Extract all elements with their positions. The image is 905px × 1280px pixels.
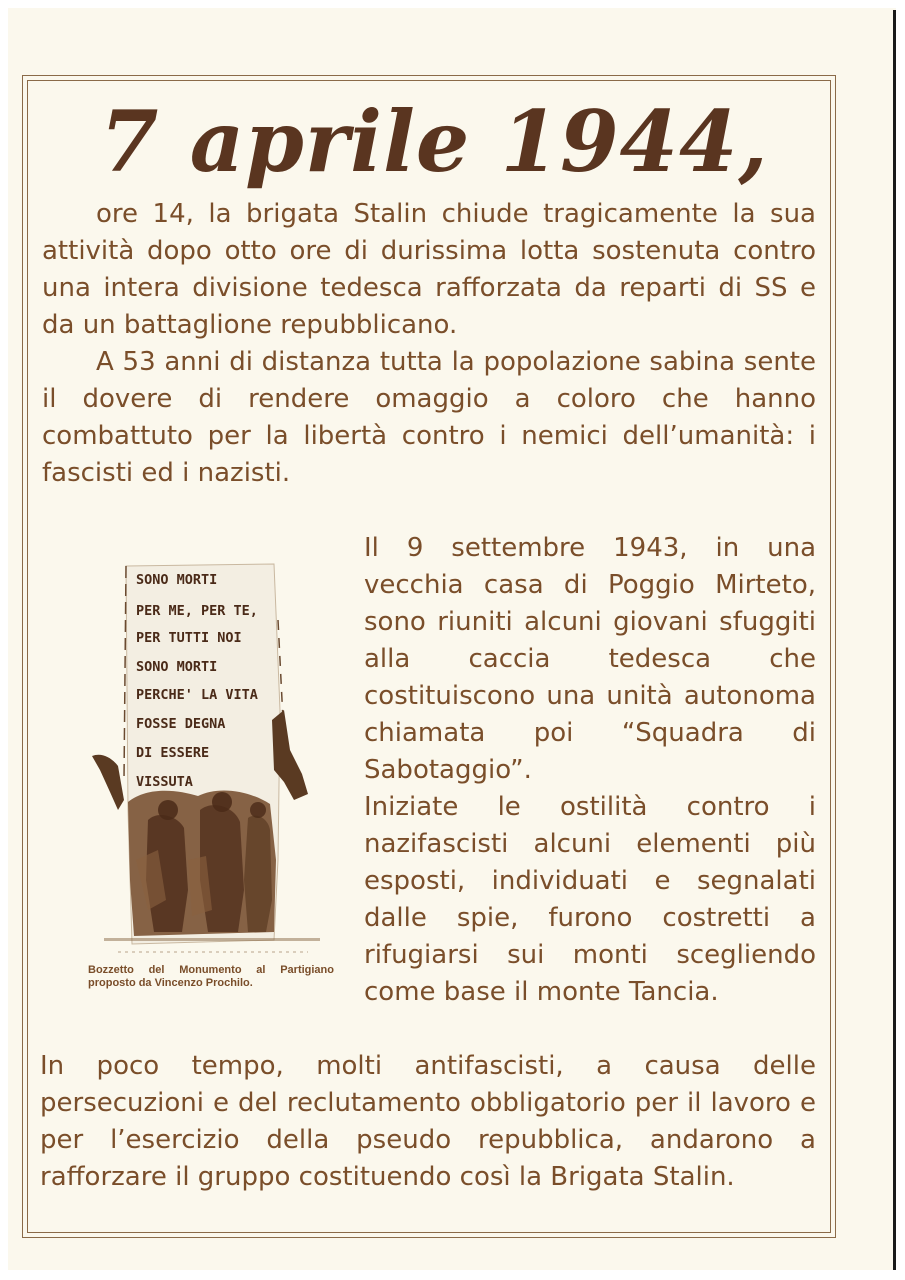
inscription-line-3: PER TUTTI NOI	[136, 630, 242, 646]
monument-sketch	[88, 560, 334, 956]
right-column-text	[364, 530, 816, 1011]
paragraph-1: ore 14, la brigata Stalin chiude tragicamente la sua attività dopo otto ore di durissima lotta sostenuta contro una intera divisione tedesca rafforzata da reparti di SS e da un battaglione repubblicano.	[42, 199, 816, 340]
inscription-line-6: FOSSE DEGNA	[136, 716, 226, 732]
paragraph-5: In poco tempo, molti antifascisti, a causa delle persecuzioni e del reclutamento obbligatorio per il lavoro e per l’esercizio della pseudo repubblica, andarono a rafforzare il gruppo costituendo così la Brigata Stalin.	[40, 1051, 816, 1192]
inscription-line-7: DI ESSERE	[136, 745, 210, 761]
page-title: 7 aprile 1944,	[100, 92, 769, 191]
paragraph-2: A 53 anni di distanza tutta la popolazione sabina sente il dovere di rendere omaggio a coloro che hanno combattuto per la libertà contro i nemici dell’umanità: i fascisti ed i nazisti.	[42, 347, 816, 488]
inscription-line-1: SONO MORTI	[136, 572, 218, 588]
scan-edge	[893, 10, 896, 1270]
inscription-line-8: VISSUTA	[136, 774, 193, 790]
ground-line	[104, 938, 320, 941]
monument-figure	[88, 560, 334, 990]
slab-edge	[124, 566, 126, 780]
inscription-line-2: PER ME, PER TE,	[136, 603, 258, 619]
paragraph-4: Iniziate le ostilità contro i nazifascisti alcuni elementi più esposti, individuati e segnalati dalle spie, furono costretti a rifugiarsi sui monti scegliendo come base il monte Tancia.	[364, 792, 816, 1007]
figure-caption: Bozzetto del Monumento al Partigiano proposto da Vincenzo Prochilo.	[88, 964, 334, 989]
inscription-line-4: SONO MORTI	[136, 659, 218, 675]
intro-text	[42, 196, 816, 492]
inscription-line-5: PERCHE' LA VITA	[136, 687, 258, 703]
paragraph-3: Il 9 settembre 1943, in una vecchia casa di Poggio Mirteto, sono riuniti alcuni giovani sfuggiti alla caccia tedesca che costituiscono una unità autonoma chiamata poi “Squadra di Sabotaggio”.	[364, 533, 816, 785]
